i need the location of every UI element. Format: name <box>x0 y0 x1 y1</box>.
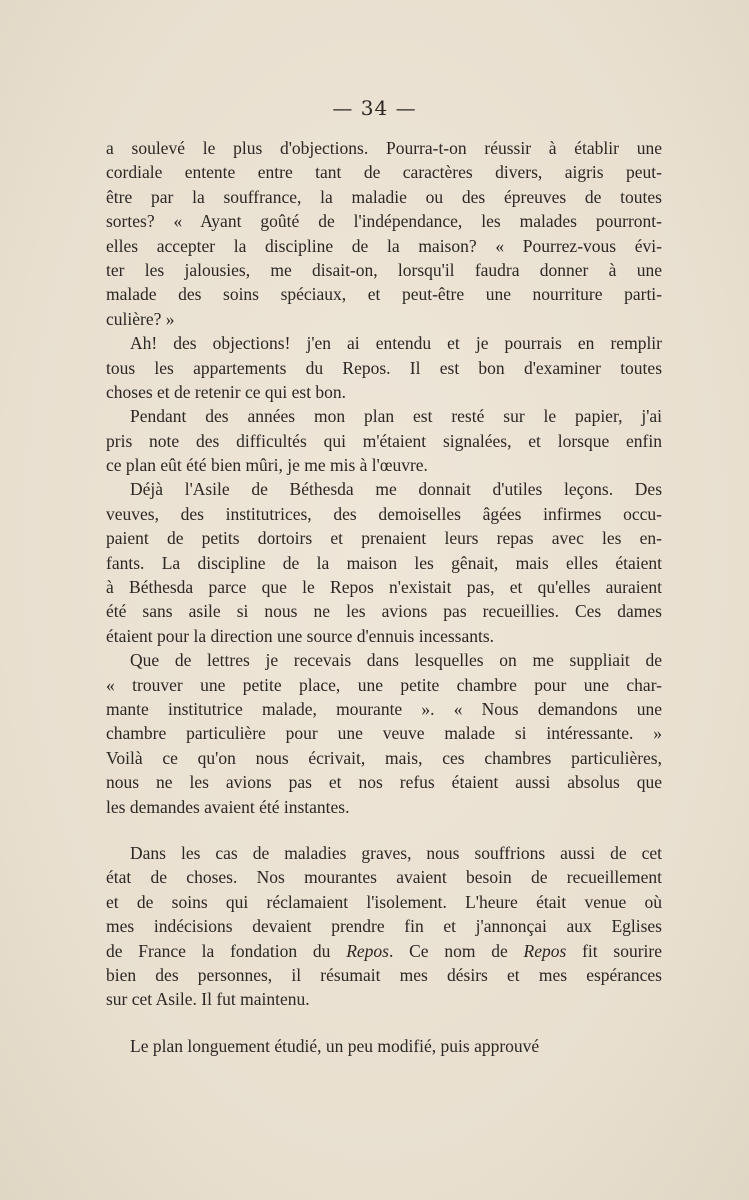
paragraph-gap <box>106 819 662 841</box>
text-line: choses et de retenir ce qui est bon. <box>106 381 347 402</box>
text-line: elles accepter la discipline de la maison? « Pourrez-vous évi- <box>106 235 662 256</box>
text-line: Pendant des années mon plan est resté sur le papier, j'ai <box>130 406 662 427</box>
text-line: Que de lettres je recevais dans lesquelles on me suppliait de <box>130 650 662 671</box>
text-line: Voilà ce qu'on nous écrivait, mais, ces chambres particulières, <box>106 747 662 768</box>
text-line: paient de petits dortoirs et prenaient leurs repas avec les en- <box>106 528 662 549</box>
text-line: cordiale entente entre tant de caractères divers, aigris peut- <box>106 162 662 183</box>
paragraph <box>106 477 662 648</box>
paragraph <box>106 841 662 1012</box>
text-line: malade des soins spéciaux, et peut-être une nourriture parti- <box>106 284 662 305</box>
text-line: nous ne les avions pas et nos refus étaient aussi absolus que <box>106 772 662 793</box>
text-line: sur cet Asile. Il fut maintenu. <box>106 989 310 1010</box>
page-number: — 34 — <box>332 96 417 120</box>
text-line: ter les jalousies, me disait-on, lorsqu'il faudra donner à une <box>106 259 662 280</box>
text-line: Déjà l'Asile de Béthesda me donnait d'utiles leçons. Des <box>130 479 662 500</box>
text-line: « trouver une petite place, une petite chambre pour une char- <box>106 674 662 695</box>
paragraph <box>106 331 662 404</box>
text-line: mes indécisions devaient prendre fin et j'annonçai aux Eglises <box>106 916 662 937</box>
paragraph <box>106 404 662 477</box>
text-line: état de choses. Nos mourantes avaient besoin de recueillement <box>106 867 662 888</box>
text-line: ce plan eût été bien mûri, je me mis à l'œuvre. <box>106 455 428 476</box>
text-line: et de soins qui réclamaient l'isolement. L'heure était venue où <box>106 891 662 912</box>
text-line: fants. La discipline de la maison les gênait, mais elles étaient <box>106 552 662 573</box>
text-line: à Béthesda parce que le Repos n'existait pas, et qu'elles auraient <box>106 577 662 598</box>
text-line: été sans asile si nous ne les avions pas recueillies. Ces dames <box>106 601 662 622</box>
text-line: culière? » <box>106 308 175 329</box>
text-line: chambre particulière pour une veuve malade si intéressante. » <box>106 723 662 744</box>
text-line: veuves, des institutrices, des demoiselles âgées infirmes occu- <box>106 503 662 524</box>
text-line: Ah! des objections! j'en ai entendu et je pourrais en remplir <box>130 333 662 354</box>
body-text <box>106 136 662 1058</box>
text-line: tous les appartements du Repos. Il est bon d'examiner toutes <box>106 357 662 378</box>
text-line: mante institutrice malade, mourante ». « Nous demandons une <box>106 698 662 719</box>
text-line: pris note des difficultés qui m'étaient signalées, et lorsque enfin <box>106 430 662 451</box>
paragraph-gap <box>106 1012 662 1034</box>
paragraph <box>106 136 662 331</box>
text-line: bien des personnes, il résumait mes désirs et mes espérances <box>106 964 662 985</box>
text-line: a soulevé le plus d'objections. Pourra-t-on réussir à établir une <box>106 138 662 158</box>
paragraph <box>106 648 662 819</box>
text-line: Le plan longuement étudié, un peu modifié, puis approuvé <box>130 1035 540 1056</box>
text-line: être par la souffrance, la maladie ou des épreuves de toutes <box>106 186 662 207</box>
text-line: sortes? « Ayant goûté de l'indépendance, les malades pourront- <box>106 211 662 232</box>
text-line: les demandes avaient été instantes. <box>106 796 350 817</box>
text-line: étaient pour la direction une source d'ennuis incessants. <box>106 625 495 646</box>
paragraph <box>106 1034 662 1058</box>
text-line: Dans les cas de maladies graves, nous souffrions aussi de cet <box>130 842 662 863</box>
text-line: de France la fondation du Repos. Ce nom de Repos fit sourire <box>106 940 663 961</box>
